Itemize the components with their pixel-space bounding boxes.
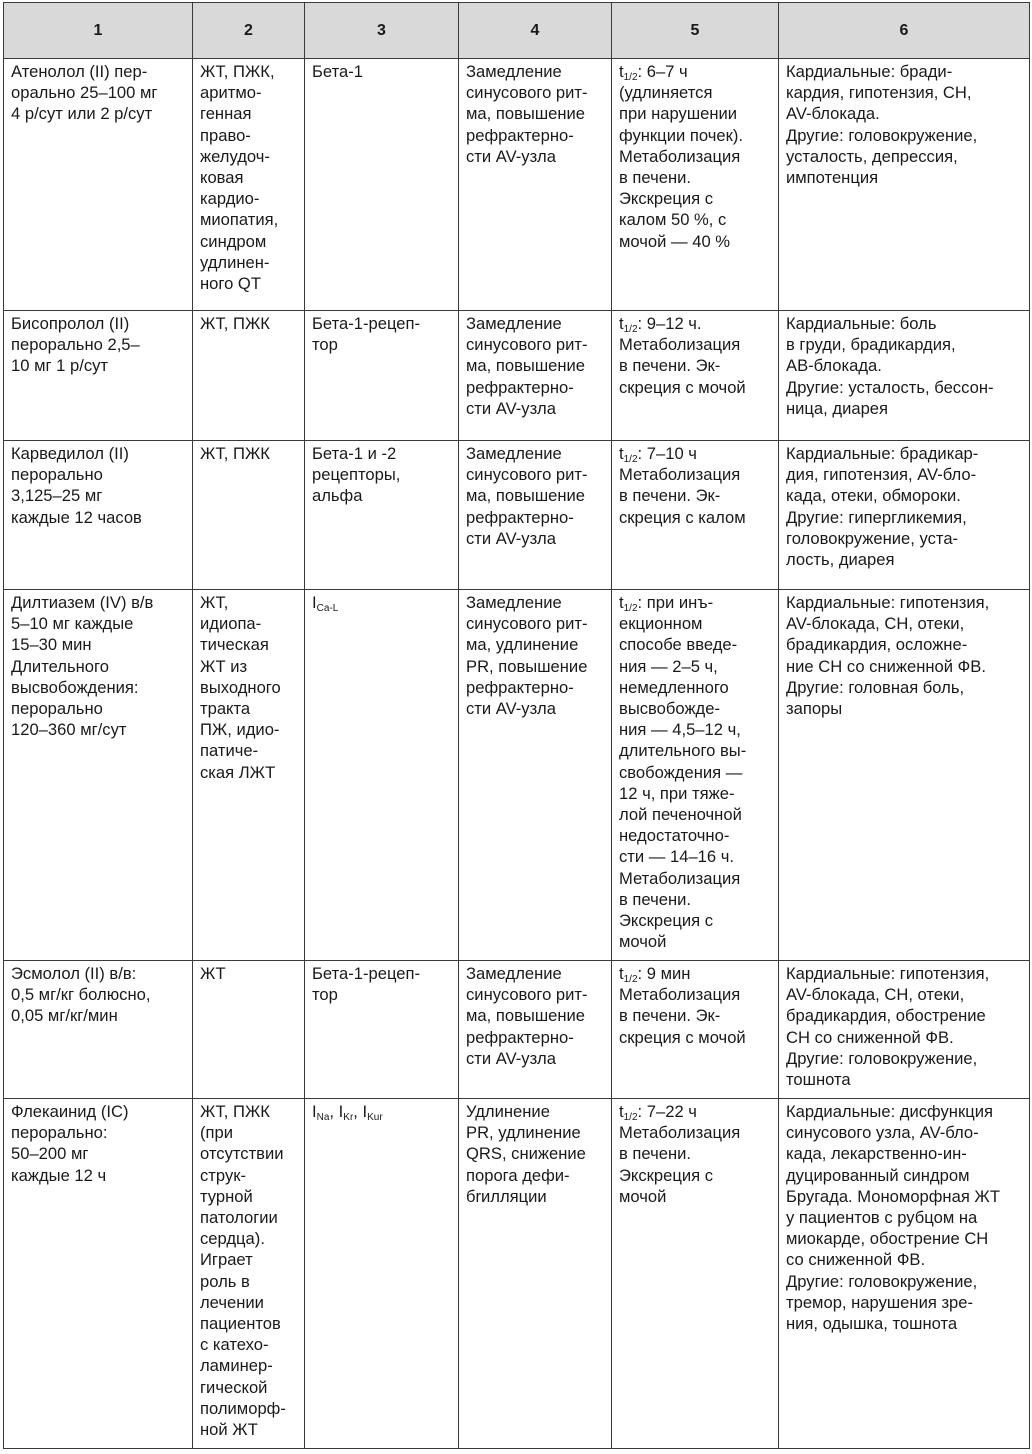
drug-cell-line: 10 мг 1 р/сут: [11, 356, 109, 376]
adverse-effects-cell: [779, 311, 1030, 441]
pharmacokinetics-line: Экскреция с: [619, 911, 714, 931]
effect-cell-line: Удлинение: [466, 1102, 550, 1121]
indications-cell-line: ская ЛЖТ: [200, 762, 276, 782]
table-header: [4, 3, 1030, 59]
current-symbol-sub: Kur: [367, 1112, 383, 1123]
drug-cell-line: орально 25–100 мг: [11, 83, 158, 103]
effect-cell: [459, 311, 612, 441]
pharmacokinetics-line: высвобожде-: [619, 699, 720, 719]
indications-cell-line: пациентов: [200, 1314, 281, 1334]
half-life-symbol: t: [619, 444, 624, 463]
adverse-effects-cell: [779, 961, 1030, 1099]
effect-cell-line: ма, повышение: [466, 104, 586, 124]
drug-cell-line: каждые 12 часов: [11, 507, 142, 527]
adverse-effects-cell-line: Кардиальные: гипотензия,: [786, 593, 990, 612]
drug-cell-line: перорально:: [11, 1123, 108, 1143]
pharmacokinetics-cell: [612, 1099, 779, 1449]
table-row: [4, 590, 1030, 961]
pharmacokinetics-line: в печени.: [619, 1144, 692, 1164]
separator: ,: [353, 1102, 363, 1121]
adverse-effects-cell-line: АВ-блокада.: [786, 356, 882, 376]
pharmacokinetics-line: калом 50 %, с: [619, 210, 727, 230]
pharmacokinetics-line: Метаболизация: [619, 146, 741, 166]
pharmacokinetics-cell: [612, 311, 779, 441]
half-life-line: [619, 313, 771, 334]
half-life-subscript: 1/2: [623, 454, 638, 465]
current-symbol: [339, 1102, 354, 1121]
drug-cell-line: 0,05 мг/кг/мин: [11, 1006, 118, 1026]
drug-cell: [4, 1099, 193, 1449]
indications-cell-line: тракта: [200, 699, 251, 719]
drug-cell-line: Флекаинид (IC): [11, 1102, 129, 1121]
effect-cell-line: Замедление: [466, 593, 562, 612]
effect-cell: [459, 59, 612, 311]
adverse-effects-cell-line: AV-блокада.: [786, 104, 880, 124]
half-life-value: : при инъ-: [637, 593, 714, 612]
drug-cell-line: перорально: [11, 699, 103, 719]
pharmacokinetics-cell: [612, 59, 779, 311]
indications-cell-line: аритмо-: [200, 83, 262, 103]
target-cell: [305, 311, 459, 441]
adverse-effects-cell-line: Кардиальные: боль: [786, 314, 937, 333]
pharmacokinetics-line: ния — 4,5–12 ч,: [619, 720, 741, 740]
effect-cell-line: рефрактерно-: [466, 677, 574, 697]
indications-cell-line: ковая: [200, 168, 244, 188]
indications-cell-line: идиопа-: [200, 614, 262, 634]
column-header-2: 2: [193, 3, 305, 59]
drug-cell-line: перорально: [11, 465, 103, 485]
effect-cell-line: PR, повышение: [466, 656, 588, 676]
target-cell-line: рецепторы,: [312, 465, 401, 485]
indications-cell-line: сердца).: [200, 1229, 265, 1249]
indications-cell-line: ЖТ, ПЖК,: [200, 62, 275, 81]
pharmacokinetics-line: скреция с калом: [619, 507, 746, 527]
half-life-line: [619, 61, 771, 82]
indications-cell-line: желудоч-: [200, 146, 270, 166]
adverse-effects-cell-line: усталость, депрессия,: [786, 146, 958, 166]
adverse-effects-cell-line: миокарде, обострение СН: [786, 1229, 989, 1249]
pharmacokinetics-line: скреция с мочой: [619, 377, 746, 397]
pharmacokinetics-line: Метаболизация: [619, 335, 741, 355]
half-life-value: : 7–10 ч: [637, 444, 697, 463]
drug-cell-line: высвобождения:: [11, 677, 139, 697]
half-life-symbol: t: [619, 314, 624, 333]
pharmacokinetics-line: способе введе-: [619, 635, 738, 655]
target-cell: [305, 961, 459, 1099]
drug-cell-line: Атенолол (II) пер-: [11, 62, 148, 81]
pharmacokinetics-cell: [612, 961, 779, 1099]
half-life-subscript: 1/2: [623, 974, 638, 985]
effect-cell-line: Замедление: [466, 964, 562, 983]
drug-cell-line: Дилтиазем (IV) в/в: [11, 593, 154, 612]
half-life-value: : 7–22 ч: [637, 1102, 697, 1121]
pharmacokinetics-line: в печени.: [619, 168, 692, 188]
table-row: [4, 441, 1030, 590]
effect-cell-line: рефрактерно-: [466, 507, 574, 527]
pharmacokinetics-line: мочой: [619, 1186, 667, 1206]
effect-cell-line: синусового рит-: [466, 985, 588, 1005]
half-life-subscript: 1/2: [623, 72, 638, 83]
indications-cell: [193, 311, 305, 441]
pharmacokinetics-line: длительного вы-: [619, 741, 747, 761]
drug-cell-line: Длительного: [11, 656, 109, 676]
adverse-effects-cell-line: СН со сниженной ФВ.: [786, 1027, 954, 1047]
indications-cell-line: роль в: [200, 1271, 250, 1291]
half-life-symbol: t: [619, 1102, 624, 1121]
indications-cell: [193, 1099, 305, 1449]
target-cell-line: тор: [312, 985, 338, 1005]
indications-cell: [193, 59, 305, 311]
adverse-effects-cell-line: ния, одышка, тошнота: [786, 1314, 958, 1334]
adverse-effects-cell: [779, 590, 1030, 961]
effect-cell-line: рефрактерно-: [466, 377, 574, 397]
current-symbol: [312, 593, 338, 612]
indications-cell-line: ЖТ, ПЖК: [200, 314, 270, 333]
adverse-effects-cell-line: Другие: головная боль,: [786, 677, 965, 697]
pharmacokinetics-line: Метаболизация: [619, 985, 741, 1005]
pharmacokinetics-cell: [612, 590, 779, 961]
effect-cell-line: ма, повышение: [466, 1006, 586, 1026]
pharmacokinetics-line: лой печеночной: [619, 805, 742, 825]
drug-cell-line: Карведилол (II): [11, 444, 129, 463]
effect-cell-line: синусового рит-: [466, 335, 588, 355]
current-symbol-sub: Kr: [343, 1112, 354, 1123]
effect-cell-line: порога дефи-: [466, 1165, 570, 1185]
adverse-effects-cell-line: Кардиальные: гипотензия,: [786, 964, 990, 983]
drug-cell-line: 5–10 мг каждые: [11, 614, 134, 634]
adverse-effects-cell-line: дия, гипотензия, AV-бло-: [786, 465, 977, 485]
current-symbol: [363, 1102, 383, 1121]
adverse-effects-cell-line: тремор, нарушения зре-: [786, 1292, 974, 1312]
target-cell-line: Бета-1: [312, 62, 363, 81]
pharmacokinetics-line: сти — 14–16 ч.: [619, 847, 734, 867]
pharmacokinetics-line: 12 ч, при тяже-: [619, 783, 735, 803]
indications-cell-line: тическая: [200, 635, 269, 655]
adverse-effects-cell-line: в груди, брадикардия,: [786, 335, 956, 355]
effect-cell-line: Замедление: [466, 62, 562, 81]
indications-cell-line: турной: [200, 1186, 253, 1206]
effect-cell-line: QRS, снижение: [466, 1144, 586, 1164]
effect-cell-line: рефрактерно-: [466, 125, 574, 145]
adverse-effects-cell-line: ница, диарея: [786, 398, 889, 418]
current-symbol-sub: Na: [316, 1112, 330, 1123]
separator: ,: [329, 1102, 339, 1121]
effect-cell-line: Замедление: [466, 444, 562, 463]
pharmacokinetics-line: екционном: [619, 614, 703, 634]
effect-cell-line: ма, удлинение: [466, 635, 579, 655]
current-symbol-sub: Ca-L: [316, 603, 339, 614]
column-header-3: 3: [305, 3, 459, 59]
indications-cell-line: (при: [200, 1123, 234, 1143]
drug-cell: [4, 441, 193, 590]
effect-cell-line: сти AV-узла: [466, 699, 556, 719]
indications-cell-line: ламинер-: [200, 1356, 273, 1376]
indications-cell-line: ЖТ, ПЖК: [200, 1102, 270, 1121]
target-cell-line: Бета-1-рецеп-: [312, 314, 421, 333]
adverse-effects-cell-line: AV-блокада, СН, отеки,: [786, 614, 965, 634]
half-life-subscript: 1/2: [623, 603, 638, 614]
pharmacokinetics-line: немедленного: [619, 677, 729, 697]
indications-cell-line: ЖТ: [200, 964, 226, 983]
half-life-value: : 9–12 ч.: [637, 314, 702, 333]
pharmacokinetics-line: Экскреция с: [619, 1165, 714, 1185]
adverse-effects-cell: [779, 1099, 1030, 1449]
half-life-symbol: t: [619, 593, 624, 612]
indications-cell-line: полиморф-: [200, 1398, 286, 1418]
effect-cell-line: бrилляции: [466, 1186, 547, 1206]
current-symbol-base: I: [312, 593, 317, 612]
pharmacokinetics-line: при нарушении: [619, 104, 738, 124]
pharmacokinetics-line: в печени.: [619, 889, 692, 909]
drug-cell-line: 15–30 мин: [11, 635, 92, 655]
indications-cell-line: право-: [200, 125, 251, 145]
pharmacokinetics-line: в печени. Эк-: [619, 1006, 721, 1026]
indications-cell-line: миопатия,: [200, 210, 279, 230]
half-life-symbol: t: [619, 964, 624, 983]
effect-cell-line: сти AV-узла: [466, 398, 556, 418]
adverse-effects-cell-line: Кардиальные: дисфункция: [786, 1102, 993, 1121]
pharmacokinetics-line: свобождения —: [619, 762, 743, 782]
effect-cell: [459, 1099, 612, 1449]
effect-cell: [459, 961, 612, 1099]
target-cell-line: тор: [312, 335, 338, 355]
target-cell: [305, 441, 459, 590]
half-life-value: : 6–7 ч: [637, 62, 688, 81]
adverse-effects-cell-line: Другие: усталость, бессон-: [786, 377, 994, 397]
pharmacokinetics-cell: [612, 441, 779, 590]
effect-cell-line: синусового рит-: [466, 83, 588, 103]
drug-cell-line: 4 р/сут или 2 р/сут: [11, 104, 153, 124]
half-life-value: : 9 мин: [637, 964, 691, 983]
indications-cell: [193, 441, 305, 590]
indications-cell-line: ЖТ,: [200, 593, 229, 612]
adverse-effects-cell: [779, 59, 1030, 311]
drug-cell-line: 50–200 мг: [11, 1144, 89, 1164]
pharmacokinetics-line: мочой — 40 %: [619, 231, 731, 251]
indications-cell-line: Играет: [200, 1250, 253, 1270]
table-row: [4, 59, 1030, 311]
current-symbol-base: I: [338, 1102, 344, 1121]
effect-cell-line: сти AV-узла: [466, 528, 556, 548]
drug-cell-line: 3,125–25 мг: [11, 486, 103, 506]
drug-cell: [4, 311, 193, 441]
effect-cell-line: синусового рит-: [466, 465, 588, 485]
pharmacokinetics-line: скреция с мочой: [619, 1027, 746, 1047]
drug-cell-line: Эсмолол (II) в/в:: [11, 964, 137, 983]
pharmacokinetics-line: Экскреция с: [619, 189, 714, 209]
current-symbol-base: I: [312, 1102, 317, 1121]
indications-cell-line: отсутствии: [200, 1144, 284, 1164]
indications-cell-line: патологии: [200, 1208, 278, 1228]
pharmacokinetics-line: функции почек).: [619, 125, 743, 145]
half-life-subscript: 1/2: [623, 1112, 638, 1123]
effect-cell: [459, 590, 612, 961]
table-row: [4, 961, 1030, 1099]
header-row: [4, 3, 1030, 59]
half-life-subscript: 1/2: [623, 324, 638, 335]
drug-cell: [4, 59, 193, 311]
indications-cell-line: кардио-: [200, 189, 260, 209]
adverse-effects-cell-line: ние СН со сниженной ФВ.: [786, 656, 986, 676]
current-symbol-base: I: [362, 1102, 368, 1121]
adverse-effects-cell-line: головокружение, уста-: [786, 528, 959, 548]
drug-cell-line: перорально 2,5–: [11, 335, 140, 355]
adverse-effects-cell-line: када, отеки, обмороки.: [786, 486, 961, 506]
indications-cell-line: ПЖ, идио-: [200, 720, 280, 740]
indications-cell-line: синдром: [200, 231, 267, 251]
indications-cell: [193, 590, 305, 961]
half-life-line: [619, 1101, 771, 1122]
adverse-effects-cell-line: тошнота: [786, 1070, 851, 1090]
adverse-effects-cell-line: Другие: гипергликемия,: [786, 507, 967, 527]
table-row: [4, 1099, 1030, 1449]
indications-cell-line: генная: [200, 104, 252, 124]
adverse-effects-cell-line: Другие: головокружение,: [786, 125, 978, 145]
adverse-effects-cell-line: Кардиальные: брадикар-: [786, 444, 979, 463]
indications-cell-line: выходного: [200, 677, 281, 697]
adverse-effects-cell-line: Другие: головокружение,: [786, 1048, 978, 1068]
effect-cell-line: сти AV-узла: [466, 1048, 556, 1068]
current-symbol: [312, 1102, 329, 1121]
column-header-6: 6: [779, 3, 1030, 59]
indications-cell-line: ЖТ, ПЖК: [200, 444, 270, 463]
effect-cell-line: синусового рит-: [466, 614, 588, 634]
drug-cell: [4, 590, 193, 961]
half-life-line: [619, 592, 771, 613]
adverse-effects-cell-line: дуцированный синдром: [786, 1165, 970, 1185]
indications-cell-line: ного QT: [200, 274, 261, 294]
column-header-4: 4: [459, 3, 612, 59]
effect-cell-line: Замедление: [466, 314, 562, 333]
column-header-1: 1: [4, 3, 193, 59]
adverse-effects-cell-line: со сниженной ФВ.: [786, 1250, 926, 1270]
target-cell: [305, 59, 459, 311]
indications-cell-line: ной ЖТ: [200, 1420, 258, 1440]
adverse-effects-cell-line: Бругада. Мономорфная ЖТ: [786, 1186, 1001, 1206]
effect-cell-line: рефрактерно-: [466, 1027, 574, 1047]
pharmacokinetics-line: в печени. Эк-: [619, 356, 721, 376]
drug-cell: [4, 961, 193, 1099]
indications-cell-line: лечении: [200, 1292, 264, 1312]
indications-cell: [193, 961, 305, 1099]
pharmacokinetics-line: недостаточно-: [619, 826, 730, 846]
pharmacokinetics-line: Метаболизация: [619, 465, 741, 485]
drug-cell-line: каждые 12 ч: [11, 1165, 107, 1185]
half-life-line: [619, 443, 771, 464]
adverse-effects-cell-line: Кардиальные: бради-: [786, 62, 953, 81]
adverse-effects-cell-line: када, лекарственно-ин-: [786, 1144, 967, 1164]
half-life-line: [619, 963, 771, 984]
drug-cell-line: 120–360 мг/сут: [11, 720, 127, 740]
adverse-effects-cell-line: Другие: головокружение,: [786, 1271, 978, 1291]
adverse-effects-cell-line: у пациентов с рубцом на: [786, 1208, 978, 1228]
column-header-5: 5: [612, 3, 779, 59]
target-cell-line: альфа: [312, 486, 363, 506]
pharmacokinetics-line: Метаболизация: [619, 868, 741, 888]
pharmacokinetics-line: в печени. Эк-: [619, 486, 721, 506]
indications-cell-line: ЖТ из: [200, 656, 248, 676]
effect-cell-line: PR, удлинение: [466, 1123, 581, 1143]
drug-cell-line: Бисопролол (II): [11, 314, 130, 333]
drug-cell-line: 0,5 мг/кг болюсно,: [11, 985, 151, 1005]
half-life-symbol: t: [619, 62, 624, 81]
adverse-effects-cell-line: кардия, гипотензия, СН,: [786, 83, 972, 103]
target-cell: [305, 1099, 459, 1449]
indications-cell-line: удлинен-: [200, 252, 270, 272]
adverse-effects-cell-line: лость, диарея: [786, 550, 895, 570]
pharmacokinetics-line: ния — 2–5 ч,: [619, 656, 718, 676]
adverse-effects-cell-line: запоры: [786, 699, 843, 719]
table-row: [4, 311, 1030, 441]
adverse-effects-cell-line: синусового узла, AV-бло-: [786, 1123, 979, 1143]
pharmacokinetics-line: Метаболизация: [619, 1123, 741, 1143]
indications-cell-line: струк-: [200, 1165, 247, 1185]
drug-table: [3, 2, 1030, 1449]
indications-cell-line: с катехо-: [200, 1335, 269, 1355]
indications-cell-line: патиче-: [200, 741, 259, 761]
effect-cell-line: ма, повышение: [466, 356, 586, 376]
indications-cell-line: гической: [200, 1377, 268, 1397]
adverse-effects-cell-line: брадикардия, обострение: [786, 1006, 986, 1026]
pharmacokinetics-line: мочой: [619, 932, 667, 952]
adverse-effects-cell-line: AV-блокада, СН, отеки,: [786, 985, 965, 1005]
effect-cell: [459, 441, 612, 590]
target-cell: [305, 590, 459, 961]
effect-cell-line: сти AV-узла: [466, 146, 556, 166]
target-cell-line: Бета-1-рецеп-: [312, 964, 421, 983]
adverse-effects-cell: [779, 441, 1030, 590]
adverse-effects-cell-line: импотенция: [786, 168, 879, 188]
adverse-effects-cell-line: брадикардия, осложне-: [786, 635, 968, 655]
effect-cell-line: ма, повышение: [466, 486, 586, 506]
table-body: [4, 59, 1030, 1449]
target-cell-line: Бета-1 и -2: [312, 444, 397, 463]
pharmacokinetics-line: (удлиняется: [619, 83, 713, 103]
